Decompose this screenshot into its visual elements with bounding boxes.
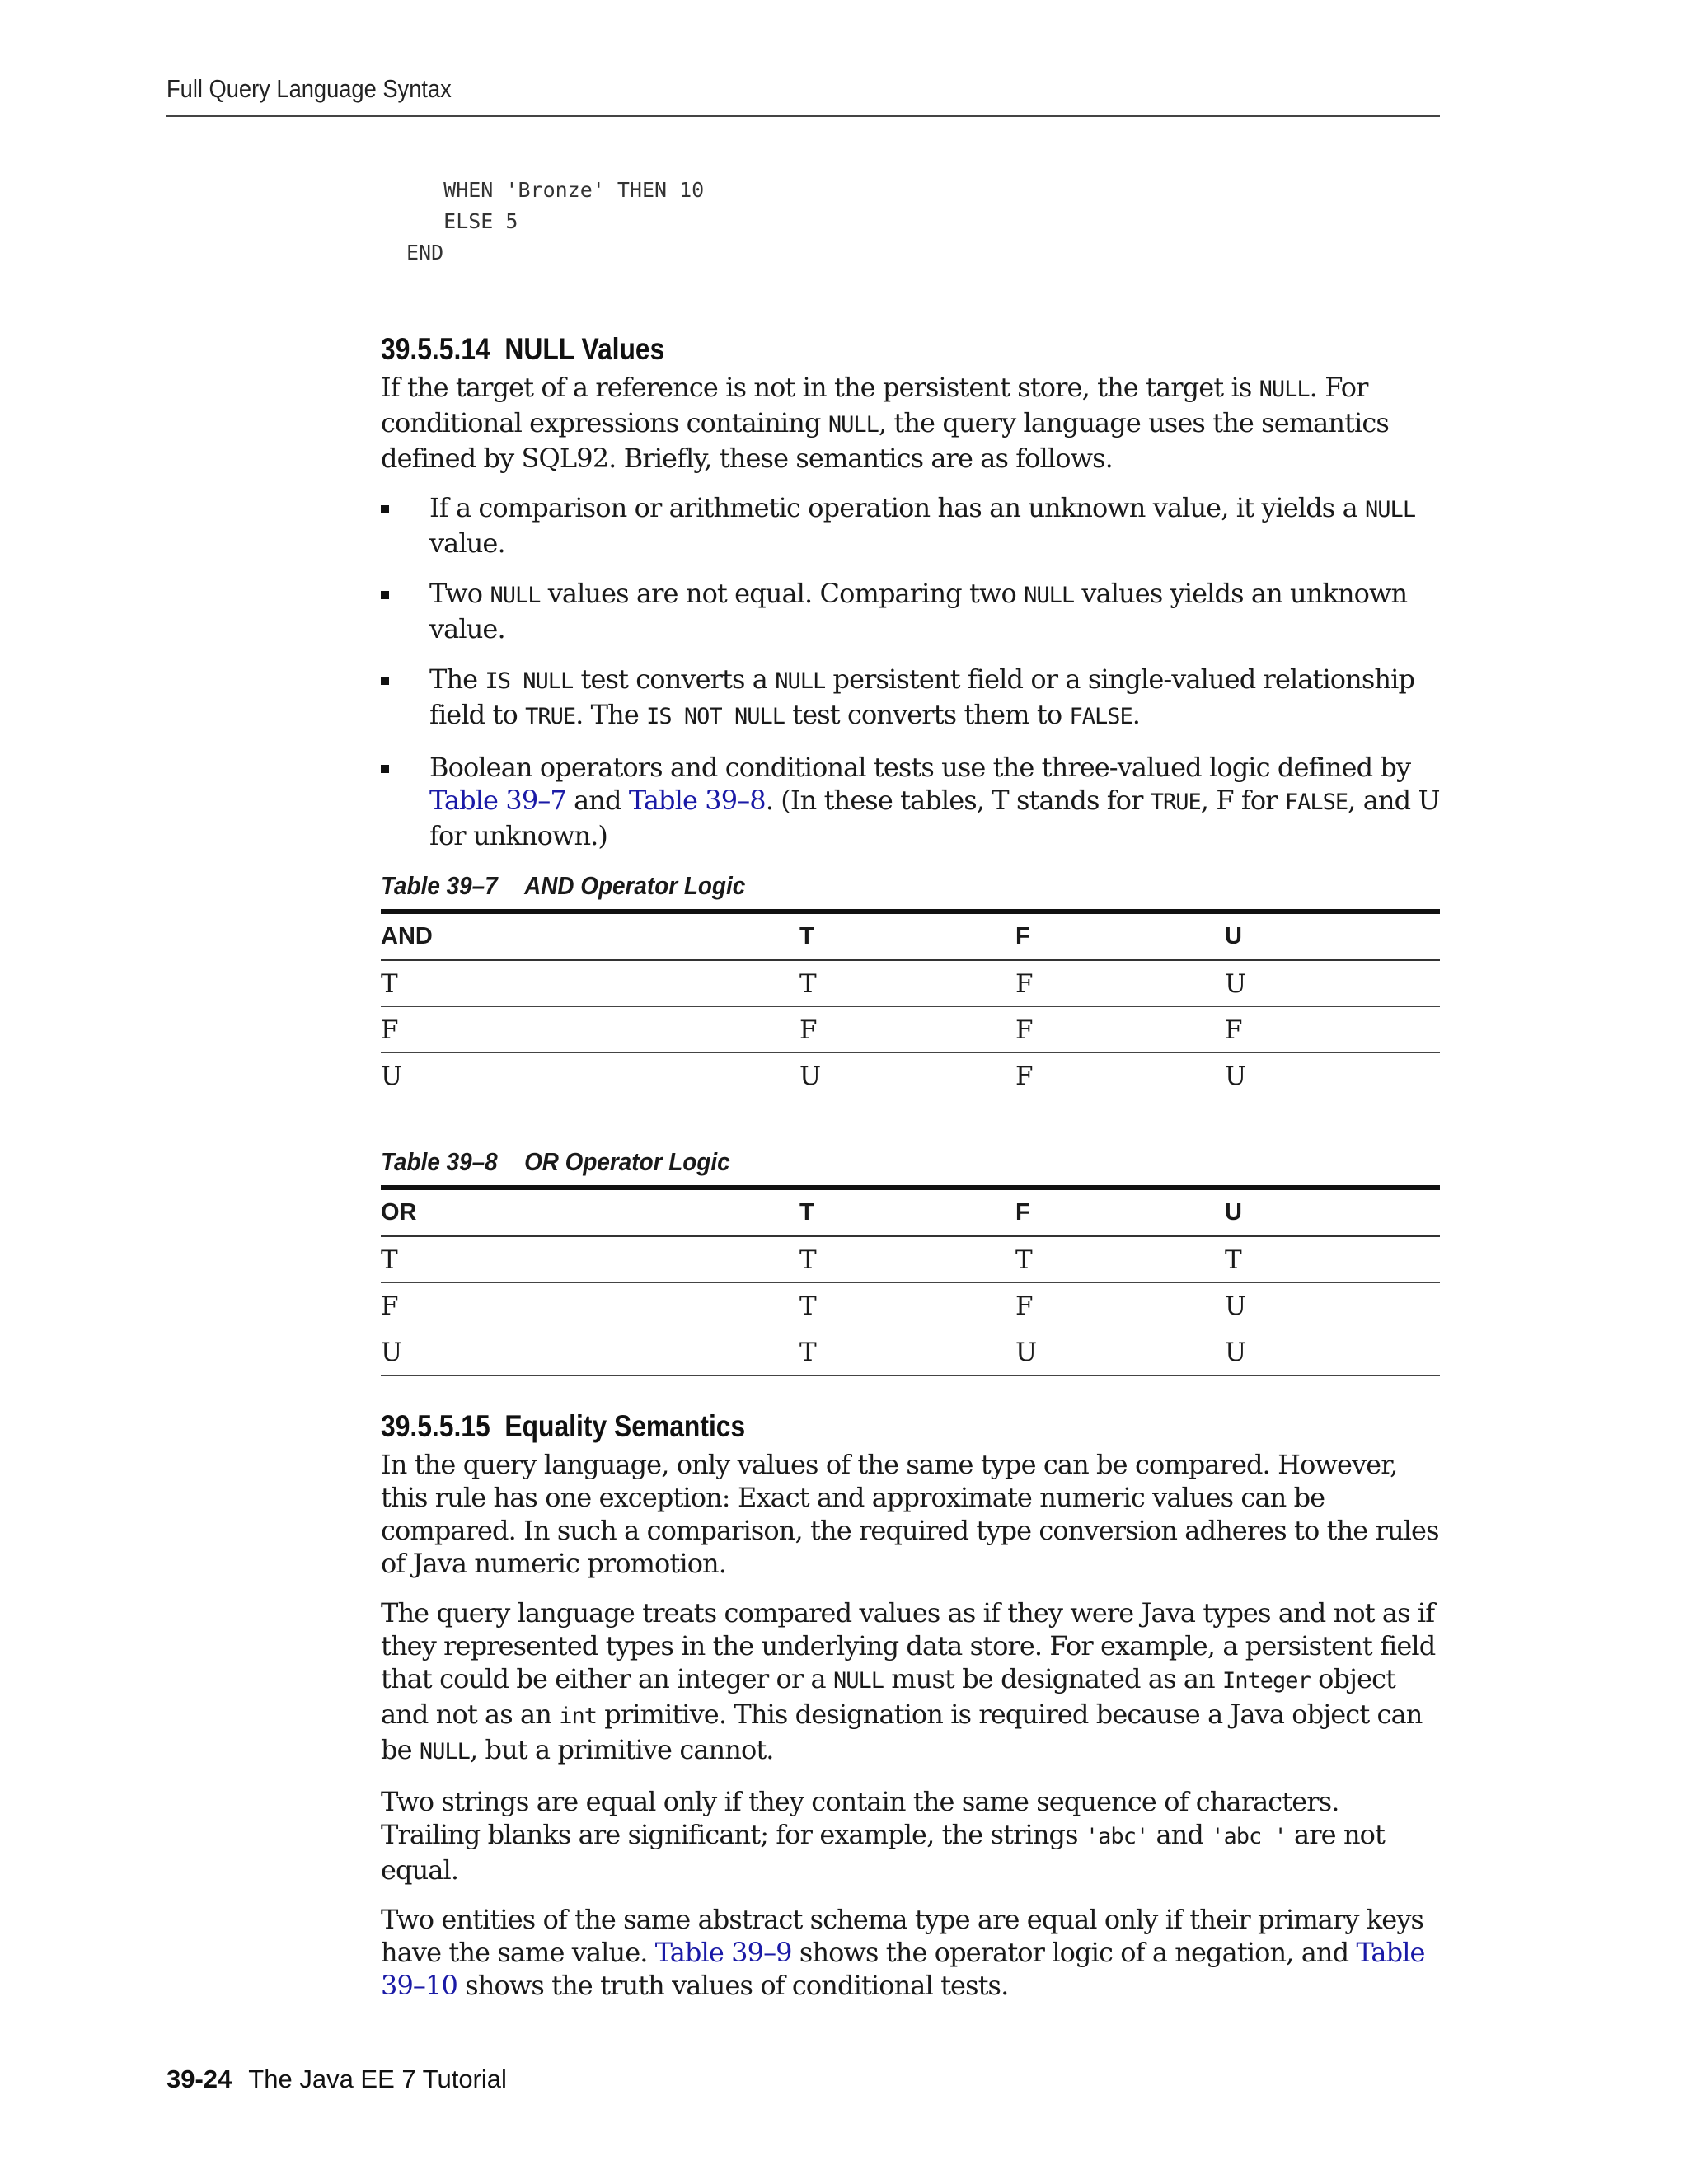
caption-title: AND Operator Logic	[524, 871, 746, 900]
column-header: AND	[381, 923, 433, 949]
table-cell: T	[381, 960, 799, 1007]
table-cell: F	[1015, 1007, 1225, 1053]
caption-number: Table 39–8	[381, 1147, 498, 1176]
table-cell: F	[1015, 1053, 1225, 1099]
column-header: T	[799, 1199, 814, 1226]
table-cell: U	[799, 1053, 1015, 1099]
link-table-39-8[interactable]: Table 39–8	[628, 785, 766, 816]
table-cell: T	[1225, 1236, 1440, 1283]
column-header: U	[1225, 1199, 1242, 1226]
table-row	[381, 1283, 1440, 1329]
table-cell: T	[799, 960, 1015, 1007]
table-cell: U	[381, 1053, 799, 1099]
paragraph: The query language treats compared values as if they were Java types and not as if they represented types in the underlying data store. For example, a persistent field that could be either an integer or a NULL must be designated as an Integer object and not as an int primitive. This designation is required because a Java object can be NULL, but a primitive cannot.	[381, 1597, 1436, 1765]
bullet-list	[381, 491, 1444, 852]
table-cell: U	[1015, 1329, 1225, 1376]
bullet-icon	[381, 591, 389, 599]
paragraph: Two entities of the same abstract schema type are equal only if their primary keys have the same value. Table 39–9 shows the operator logic of a negation, and Table 39–10 shows the truth values of conditional tests.	[381, 1904, 1425, 2001]
column-header: F	[1015, 1199, 1030, 1226]
table-row	[381, 1329, 1440, 1376]
column-header: F	[1015, 923, 1030, 949]
table-cell: T	[799, 1283, 1015, 1329]
bullet-icon	[381, 505, 389, 513]
section-heading-null-values	[381, 331, 1295, 368]
table-caption-and	[381, 869, 1338, 902]
page-number: 39-24	[166, 2064, 232, 2093]
table-header-row	[381, 1188, 1440, 1236]
table-row	[381, 1236, 1440, 1283]
link-table-39-10[interactable]: Table 39–10	[381, 1937, 1425, 2001]
code-line: ELSE 5	[406, 209, 518, 233]
table-cell: F	[1015, 960, 1225, 1007]
paragraph: In the query language, only values of the same type can be compared. However, this rule has one exception: Exact and approximate numeric values can be compared. In such a comparison, the required type conversion adheres to the rules of Java numeric promotion.	[381, 1449, 1439, 1579]
table-cell: U	[381, 1329, 799, 1376]
table-cell: F	[1015, 1283, 1225, 1329]
code-block	[406, 175, 704, 269]
table-header-row	[381, 912, 1440, 960]
table-cell: U	[1225, 1053, 1440, 1099]
book-title: The Java EE 7 Tutorial	[248, 2064, 507, 2093]
link-table-39-9[interactable]: Table 39–9	[654, 1937, 792, 1968]
section-title: NULL Values	[504, 332, 665, 366]
link-table-39-7[interactable]: Table 39–7	[429, 785, 566, 816]
section-heading-equality-semantics	[381, 1408, 1295, 1445]
caption-number: Table 39–7	[381, 871, 498, 900]
table-cell: T	[799, 1236, 1015, 1283]
code-line: WHEN 'Bronze' THEN 10	[406, 178, 705, 202]
column-header: OR	[381, 1199, 417, 1226]
page-footer	[166, 2064, 507, 2094]
table-cell: T	[1015, 1236, 1225, 1283]
table-row	[381, 1053, 1440, 1099]
main-content	[381, 331, 1444, 2002]
caption-title: OR Operator Logic	[524, 1147, 730, 1176]
running-header: Full Query Language Syntax	[166, 74, 452, 103]
table-row	[381, 1007, 1440, 1053]
table-cell: F	[381, 1007, 799, 1053]
list-item: Boolean operators and conditional tests use the three-valued logic defined by Table 39–7 and Table 39–8. (In these tables, T stands for TRUE, F for FALSE, and U for unknown.)	[381, 751, 1444, 852]
table-row	[381, 960, 1440, 1007]
code-line: END	[406, 241, 444, 265]
table-cell: F	[799, 1007, 1015, 1053]
table-caption-or	[381, 1146, 1338, 1179]
table-cell: F	[381, 1283, 799, 1329]
table-cell: U	[1225, 960, 1440, 1007]
header-rule	[166, 115, 1440, 117]
column-header: T	[799, 923, 814, 949]
list-item: The IS NULL test converts a NULL persistent field or a single-valued relationship field to TRUE. The IS NOT NULL test converts them to FALSE.	[381, 663, 1444, 733]
section-number: 39.5.5.14	[381, 332, 490, 366]
table-cell: T	[799, 1329, 1015, 1376]
table-cell: T	[381, 1236, 799, 1283]
table-and-operator-logic	[381, 909, 1440, 1099]
list-item: Two NULL values are not equal. Comparing two NULL values yields an unknown value.	[381, 577, 1444, 645]
column-header: U	[1225, 923, 1242, 949]
section-number: 39.5.5.15	[381, 1409, 490, 1443]
paragraph: If the target of a reference is not in the persistent store, the target is NULL. For conditional expressions containing NULL, the query language uses the semantics defined by SQL92. Briefly, these semantics are as follows.	[381, 372, 1389, 474]
bullet-icon	[381, 677, 389, 685]
table-cell: U	[1225, 1283, 1440, 1329]
list-item: If a comparison or arithmetic operation has an unknown value, it yields a NULL value.	[381, 491, 1444, 560]
table-cell: F	[1225, 1007, 1440, 1053]
table-or-operator-logic	[381, 1185, 1440, 1376]
section-title: Equality Semantics	[504, 1409, 746, 1443]
bullet-icon	[381, 765, 389, 773]
table-cell: U	[1225, 1329, 1440, 1376]
paragraph: Two strings are equal only if they contain the same sequence of characters. Trailing blanks are significant; for example, the strings 'abc' and 'abc ' are not equal.	[381, 1786, 1385, 1886]
